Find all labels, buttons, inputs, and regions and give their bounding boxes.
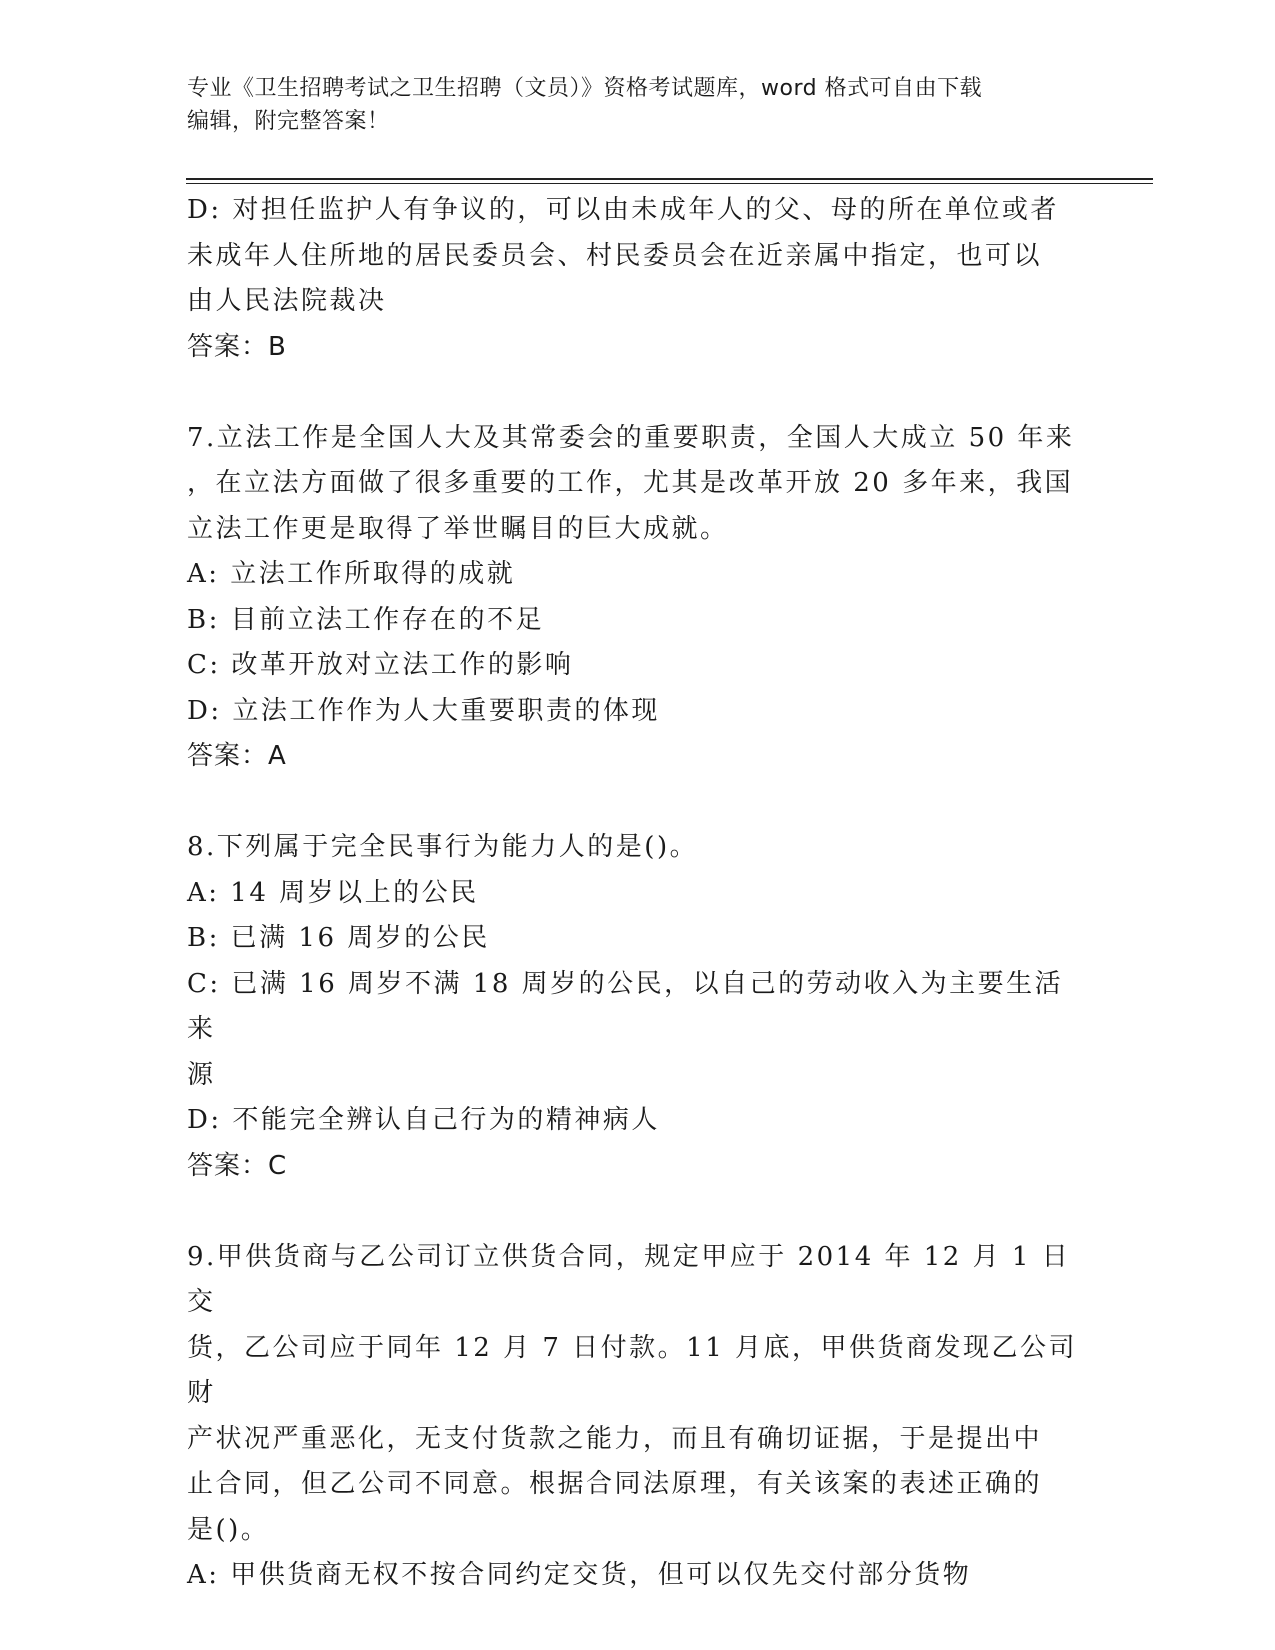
question-8 (187, 825, 1087, 1189)
header-divider-thick (186, 178, 1153, 180)
spacer (187, 370, 1087, 416)
option-a: A: 甲供货商无权不按合同约定交货，但可以仅先交付部分货物 (187, 1560, 972, 1590)
answer-line: 答案：C (187, 1150, 288, 1181)
question-content (187, 188, 1087, 1599)
option-c: C: 改革开放对立法工作的影响 (187, 650, 574, 680)
option-d-line: 未成年人住所地的居民委员会、村民委员会在近亲属中指定，也可以 (187, 240, 1043, 271)
option-a: A: 14 周岁以上的公民 (187, 877, 479, 908)
header-title-line-2: 编辑，附完整答案！ (187, 109, 390, 134)
answer-line: 答案：B (187, 331, 287, 362)
question-stem-line: 7.立法工作是全国人大及其常委会的重要职责，全国人大成立 50 年来 (187, 422, 1075, 453)
spacer (187, 1189, 1087, 1235)
question-stem-line: 8.下列属于完全民事行为能力人的是()。 (187, 832, 699, 862)
question-6-continued (187, 188, 1087, 370)
question-stem-line: 9.甲供货商与乙公司订立供货合同，规定甲应于 2014 年 12 月 1 日交 (187, 1241, 1071, 1317)
option-a: A: 立法工作所取得的成就 (187, 559, 516, 589)
question-7 (187, 416, 1087, 780)
question-9 (187, 1235, 1087, 1599)
question-stem-line: 货，乙公司应于同年 12 月 7 日付款。11 月底，甲供货商发现乙公司财 (187, 1332, 1078, 1408)
question-stem-line: 立法工作更是取得了举世瞩目的巨大成就。 (187, 513, 729, 544)
document-header (187, 72, 1087, 138)
question-stem-line: 是()。 (187, 1514, 270, 1545)
question-stem-line: ，在立法方面做了很多重要的工作，尤其是改革开放 20 多年来，我国 (187, 468, 1074, 498)
option-c: C: 已满 16 周岁不满 18 周岁的公民，以自己的劳动收入为主要生活来 (187, 968, 1064, 1044)
option-b: B: 已满 16 周岁的公民 (187, 923, 490, 953)
question-stem-line: 止合同，但乙公司不同意。根据合同法原理，有关该案的表述正确的 (187, 1469, 1043, 1499)
header-divider-thin (186, 183, 1153, 184)
spacer (187, 780, 1087, 826)
answer-line: 答案：A (187, 741, 287, 771)
header-title-line-1: 专业《卫生招聘考试之卫生招聘（文员）》资格考试题库，word 格式可自由下载 (187, 76, 983, 101)
option-c-continued: 源 (187, 1059, 216, 1090)
option-d-line: D: 对担任监护人有争议的，可以由未成年人的父、母的所在单位或者 (187, 195, 1059, 225)
option-d-line: 由人民法院裁决 (187, 286, 387, 316)
question-stem-line: 产状况严重恶化，无支付货款之能力，而且有确切证据，于是提出中 (187, 1423, 1043, 1454)
option-b: B: 目前立法工作存在的不足 (187, 604, 545, 635)
option-d: D: 立法工作作为人大重要职责的体现 (187, 695, 660, 726)
option-d: D: 不能完全辨认自己行为的精神病人 (187, 1105, 660, 1135)
